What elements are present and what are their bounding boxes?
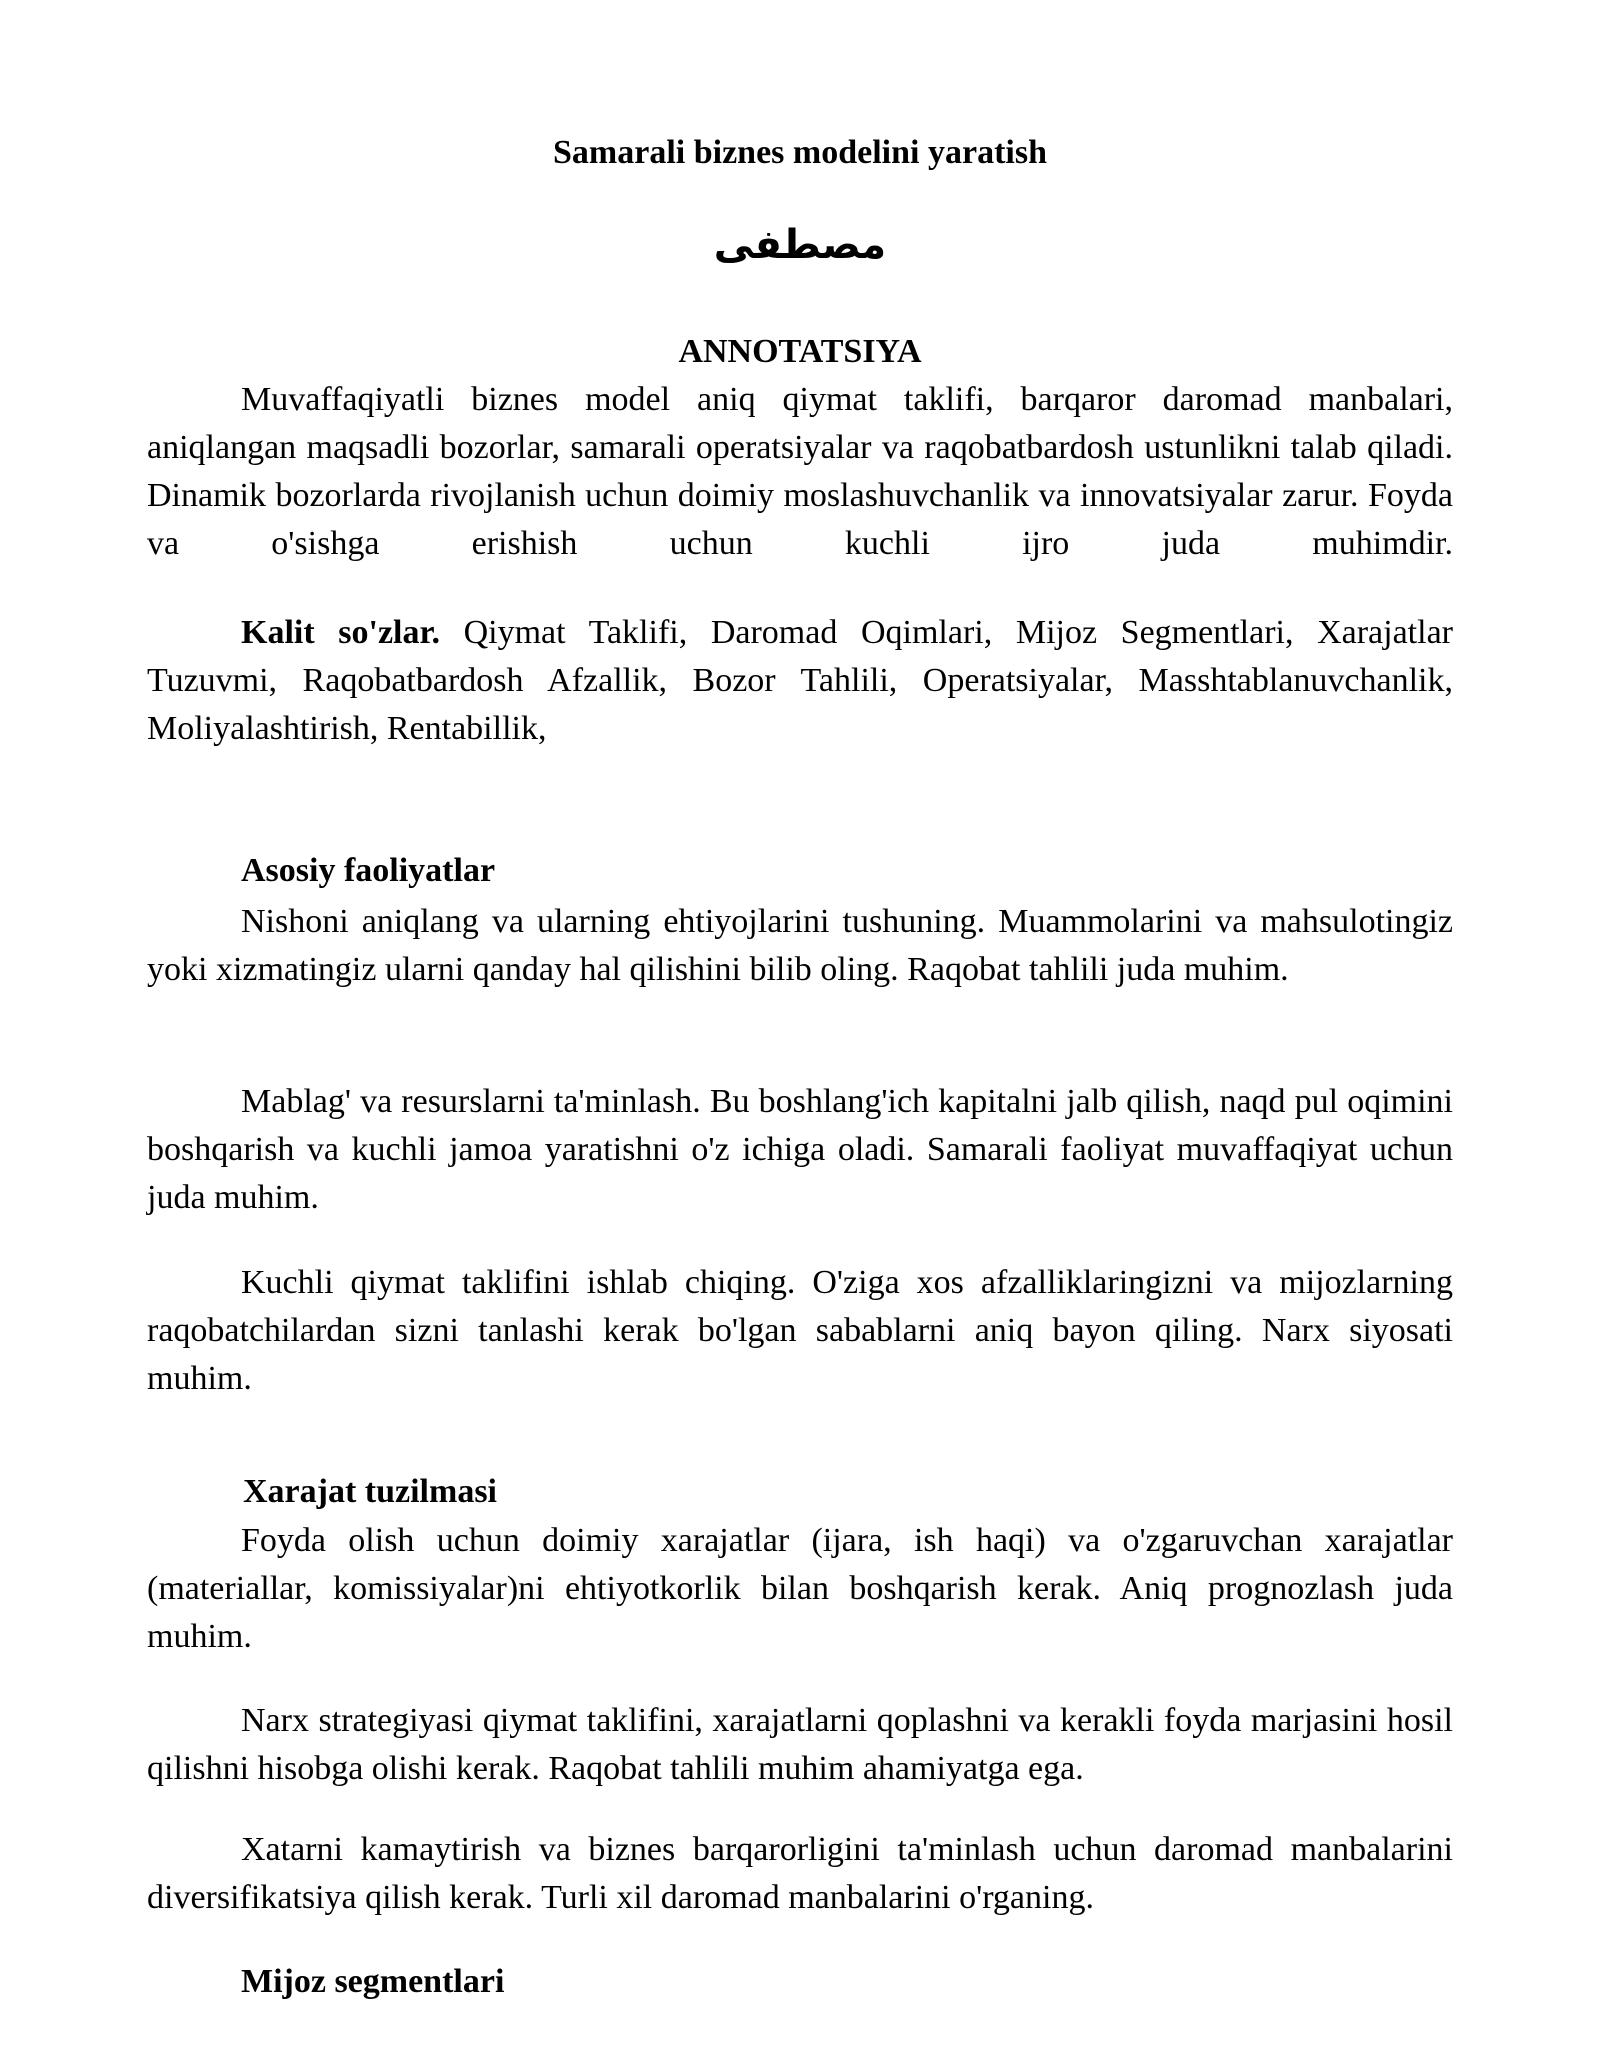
document-title: Samarali biznes modelini yaratish: [553, 134, 1047, 171]
section-heading-xarajat-tuzilmasi: Xarajat tuzilmasi: [243, 1473, 498, 1510]
annotation-text: Muvaffaqiyatli biznes model aniq qiymat taklifi, barqaror daromad manbalari, aniqlangan maqsadli bozorlar, samarali operatsiyalar va raqobatbardosh ustunlikni talab qiladi. Dinamik bozorlarda rivojlanish uchun doimiy moslashuvchanlik va innovatsiyalar zarur. Foyda va o'sishga erishish uchun kuchli ijro juda muhimdir.: [147, 381, 1453, 562]
keywords-label: Kalit so'zlar.: [241, 614, 440, 651]
section-heading-asosiy-faoliyatlar: Asosiy faoliyatlar: [241, 852, 496, 889]
keywords-paragraph: [147, 609, 1453, 753]
section-heading-mijoz-segmentlari: Mijoz segmentlari: [241, 1963, 505, 2000]
section-paragraph: Mablag' va resurslarni ta'minlash. Bu boshlang'ich kapitalni jalb qilish, naqd pul oqimini boshqarish va kuchli jamoa yaratishni o'z ichiga oladi. Samarali faoliyat muvaffaqiyat uchun juda muhim.: [147, 1083, 1453, 1216]
section-paragraph: Foyda olish uchun doimiy xarajatlar (ijara, ish haqi) va o'zgaruvchan xarajatlar (materiallar, komissiyalar)ni ehtiyotkorlik bilan boshqarish kerak. Aniq prognozlash juda muhim.: [147, 1522, 1453, 1655]
section-paragraph: Kuchli qiymat taklifini ishlab chiqing. O'ziga xos afzalliklaringizni va mijozlarning raqobatchilardan sizni tanlashi kerak bo'lgan sabablarni aniq bayon qiling. Narx siyosati muhim.: [147, 1264, 1453, 1397]
section-paragraph: Xatarni kamaytirish va biznes barqarorligini ta'minlash uchun daromad manbalarini diversifikatsiya qilish kerak. Turli xil daromad manbalarini o'rganing.: [147, 1831, 1453, 1916]
annotation-heading: ANNOTATSIYA: [678, 333, 922, 370]
keywords-text: Qiymat Taklifi, Daromad Oqimlari, Mijoz Segmentlari, Xarajatlar Tuzuvmi, Raqobatbardosh Afzallik, Bozor Tahlili, Operatsiyalar, Masshtablanuvchanlik, Moliyalashtirish, Rentabillik,: [147, 614, 1453, 747]
section-paragraph: Narx strategiyasi qiymat taklifini, xarajatlarni qoplashni va kerakli foyda marjasini hosil qilishni hisobga olishi kerak. Raqobat tahlili muhim ahamiyatga ega.: [147, 1702, 1453, 1787]
section-paragraph: Nishoni aniqlang va ularning ehtiyojlarini tushuning. Muammolarini va mahsulotingiz yoki xizmatingiz ularni qanday hal qilishini bilib oling. Raqobat tahlili juda muhim.: [147, 903, 1453, 988]
author-name: مصطفى: [713, 222, 887, 268]
